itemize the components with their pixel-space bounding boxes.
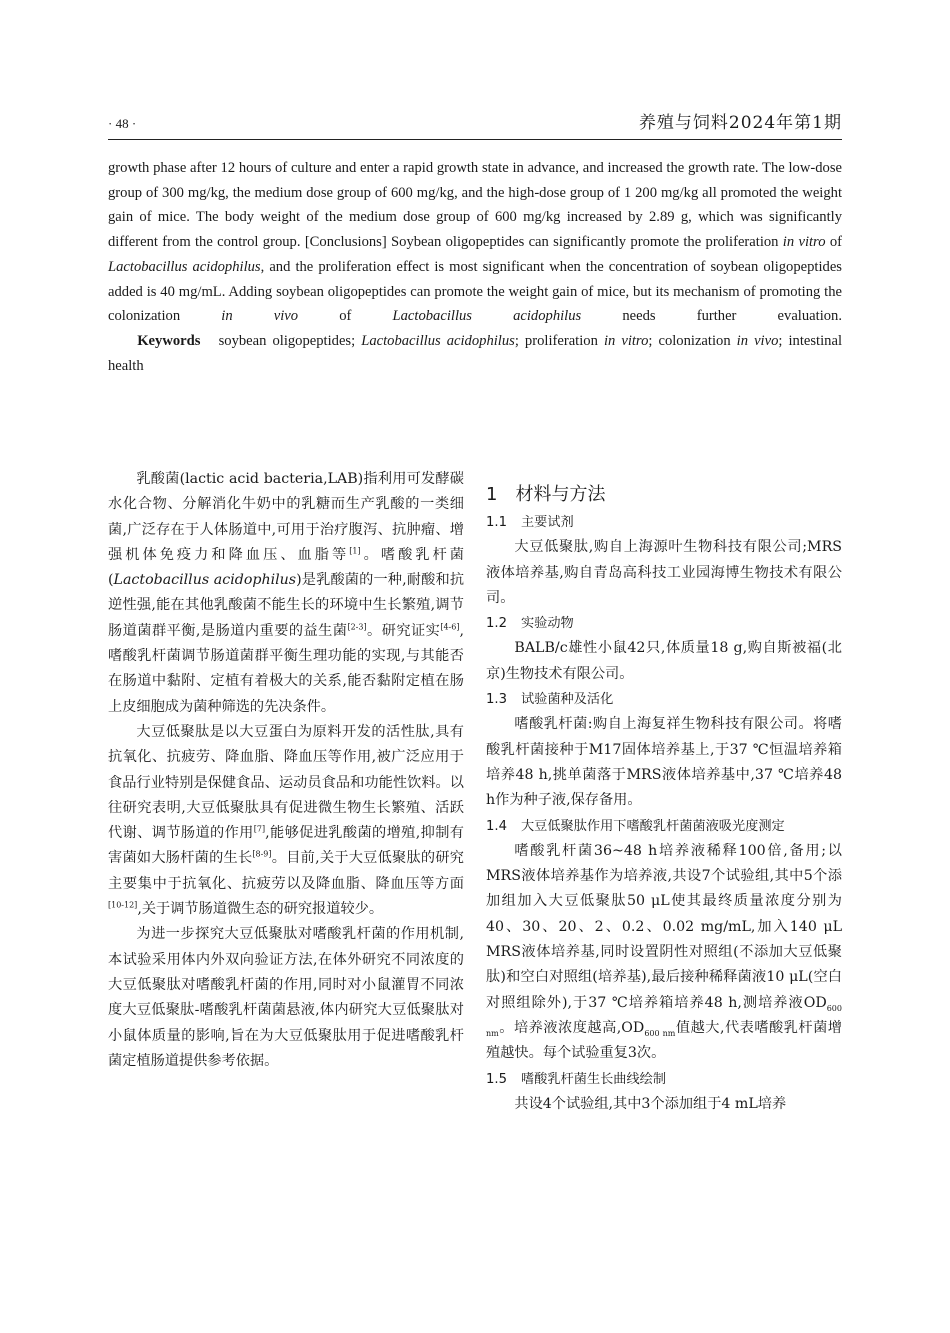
page-header — [108, 108, 842, 140]
english-abstract — [108, 156, 842, 378]
subsection-heading-1-4: 1.4 大豆低聚肽作用下嗜酸乳杆菌菌液吸光度测定 — [486, 818, 785, 834]
subsection-text-1-3: 嗜酸乳杆菌:购自上海复祥生物科技有限公司。将嗜酸乳杆菌接种于M17固体培养基上,于37 ℃恒温培养箱培养48 h,挑单菌落于MRS液体培养基中,37 ℃培养48 h作为种子液,保存备用。 — [486, 716, 842, 809]
left-column — [108, 467, 464, 1074]
intro-paragraph-2: 大豆低聚肽是以大豆蛋白为原料开发的活性肽,具有抗氧化、抗疲劳、降血脂、降血压等作用,被广泛应用于食品行业特别是保健食品、运动员食品和功能性饮料。以往研究表明,大豆低聚肽具有促进微生物生长繁殖、活跃代谢、调节肠道的作用[7],能够促进乳酸菌的增殖,抑制有害菌如大肠杆菌的生长[8-9]。目前,关于大豆低聚肽的研究主要集中于抗氧化、抗疲劳以及降血脂、降血压等方面[10-12],关于调节肠道微生态的研究报道较少。 — [108, 723, 464, 918]
keywords: Keywords soybean oligopeptides; Lactobacillus acidophilus; proliferation in vitro; colonization in vivo; intestinal health — [108, 332, 842, 374]
journal-title: 养殖与饲料2024年第1期 — [638, 113, 842, 133]
page-number: · 48 · — [108, 116, 137, 131]
abstract-paragraph: growth phase after 12 hours of culture and enter a rapid growth state in advance, and increased the growth rate. The low-dose group of 300 mg/kg, the medium dose group of 600 mg/kg, and the high-dose group of 1 200 mg/kg all promoted the weight gain of mice. The body weight of the medium dose group of 600 mg/kg increased by 2.89 g, which was significantly different from the control group. [Conclusions] Soybean oligopeptides can significantly promote the proliferation in vitro of Lactobacillus acidophilus, and the proliferation effect is most significant when the concentration of soybean oligopeptides added is 40 mg/mL. Adding soybean oligopeptides can promote the weight gain of mice, but its mechanism of promoting the colonization in vivo of Lactobacillus acidophilus needs further evaluation. — [108, 160, 842, 325]
subsection-heading-1-5: 1.5 嗜酸乳杆菌生长曲线绘制 — [486, 1071, 667, 1087]
section-heading-1: 1 材料与方法 — [486, 484, 606, 505]
subsection-heading-1-1: 1.1 主要试剂 — [486, 515, 574, 530]
right-column — [486, 480, 842, 1117]
subsection-heading-1-2: 1.2 实验动物 — [486, 616, 574, 632]
subsection-text-1-4: 嗜酸乳杆菌36~48 h培养液稀释100倍,备用;以MRS液体培养基作为培养液,共设7个试验组,其中5个添加组加入大豆低聚肽50 μL使其最终质量浓度分别为40、30、20、2、0.2、0.02 mg/mL,加入140 μL MRS液体培养基,同时设置阴性对照组(不添加大豆低聚肽)和空白对照组(培养基),最后接种稀释菌液10 μL(空白对照组除外),于37 ℃培养箱培养48 h,测培养液$OD_{600 nm}$。培养液浓度越高$,OD_{600 nm}$值越大,代表嗜酸乳杆菌增殖越快。每个试验重复3次。 — [486, 842, 842, 1062]
keywords-label: Keywords — [137, 332, 201, 349]
subsection-text-1-5: 共设4个试验组,其中3个添加组于4 mL培养 — [514, 1095, 787, 1112]
subsection-text-1-2: BALB/c雄性小鼠42只,体质量18 g,购自斯被福(北京)生物技术有限公司。 — [486, 640, 842, 682]
subsection-text-1-1: 大豆低聚肽,购自上海源叶生物科技有限公司;MRS液体培养基,购自青岛高科技工业园海博生物技术有限公司。 — [486, 539, 842, 606]
header-rule — [108, 139, 842, 140]
intro-paragraph-1: 乳酸菌(lactic acid bacteria,LAB)指利用可发酵碳水化合物、分解消化牛奶中的乳糖而生产乳酸的一类细菌,广泛存在于人体肠道中,可用于治疗腹泻、抗肿瘤、增强机体免疫力和降血压、血脂等[1]。嗜酸乳杆菌(Lactobacillus acidophilus)是乳酸菌的一种,耐酸和抗逆性强,能在其他乳酸菌不能生长的环境中生长繁殖,调节肠道菌群平衡,是肠道内重要的益生菌[2-3]。研究证实[4-6],嗜酸乳杆菌调节肠道菌群平衡生理功能的实现,与其能否在肠道中黏附、定植有着极大的关系,能否黏附定植在肠上皮细胞成为菌种筛选的先决条件。 — [108, 471, 465, 715]
subsection-heading-1-3: 1.3 试验菌种及活化 — [486, 692, 614, 708]
intro-paragraph-3: 为进一步探究大豆低聚肽对嗜酸乳杆菌的作用机制,本试验采用体内外双向验证方法,在体外研究不同浓度的大豆低聚肽对嗜酸乳杆菌的作用,同时对小鼠灌胃不同浓度大豆低聚肽-嗜酸乳杆菌菌悬液,体内研究大豆低聚肽对小鼠体质量的影响,旨在为大豆低聚肽用于促进嗜酸乳杆菌定植肠道提供参考依据。 — [108, 926, 464, 1069]
